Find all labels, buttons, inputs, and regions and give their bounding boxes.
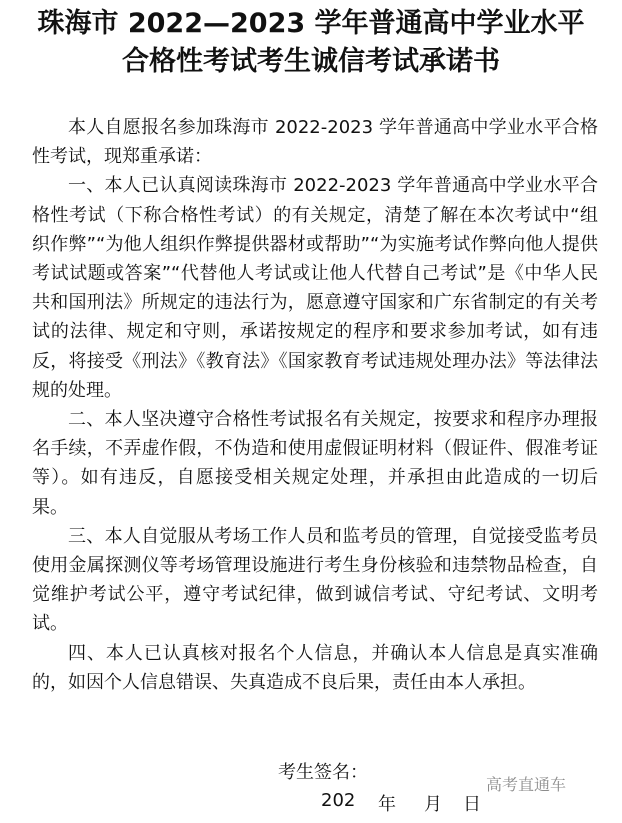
paragraph-4: 四、本人已认真核对报名个人信息，并确认本人信息是真实准确的，如因个人信息错误、失真造成不良后果，责任由本人承担。 bbox=[32, 642, 598, 693]
date-year: 202 bbox=[321, 790, 356, 811]
document-title-line2: 合格性考试考生诚信考试承诺书 bbox=[122, 46, 500, 77]
paragraph-2: 二、本人坚决遵守合格性考试报名有关规定，按要求和程序办理报名手续，不弄虚作假，不伪造和使用虚假证明材料（假证件、假准考证等）。如有违反，自愿接受相关规定处理，并承担由此造成的一切后果。 bbox=[32, 409, 598, 518]
paragraph-3: 三、本人自觉服从考场工作人员和监考员的管理，自觉接受监考员使用金属探测仪等考场管理设施进行考生身份核验和违禁物品检查，自觉维护考试公平，遵守考试纪律，做到诚信考试、守纪考试、文明考试。 bbox=[32, 525, 598, 635]
date-year-unit: 年 bbox=[378, 794, 396, 815]
document-body bbox=[32, 113, 598, 697]
watermark-text: 高考直通车 bbox=[486, 775, 567, 794]
date-day-unit: 日 bbox=[463, 794, 481, 815]
signature-label: 考生签名： bbox=[278, 762, 368, 783]
date-month-unit: 月 bbox=[424, 794, 442, 815]
paragraph-intro: 本人自愿报名参加珠海市 2022-2023 学年普通高中学业水平合格性考试，现郑重承诺： bbox=[32, 117, 598, 168]
paragraph-1: 一、本人已认真阅读珠海市 2022-2023 学年普通高中学业水平合格性考试（下称合格性考试）的有关规定，清楚了解在本次考试中“组织作弊”“为他人组织作弊提供器材或帮助”“为实施考试作弊向他人提供考试试题或答案”“代替他人考试或让他人代替自己考试”是《中华人民共和国刑法》所规定的违法行为，愿意遵守国家和广东省制定的有关考试的法律、规定和守则，承诺按规定的程序和要求参加考试，如有违反，将接受《刑法》《教育法》《国家教育考试违规处理办法》等法律法规的处理。 bbox=[32, 175, 598, 401]
document-title-line1: 珠海市 2022—2023 学年普通高中学业水平 bbox=[37, 8, 585, 39]
